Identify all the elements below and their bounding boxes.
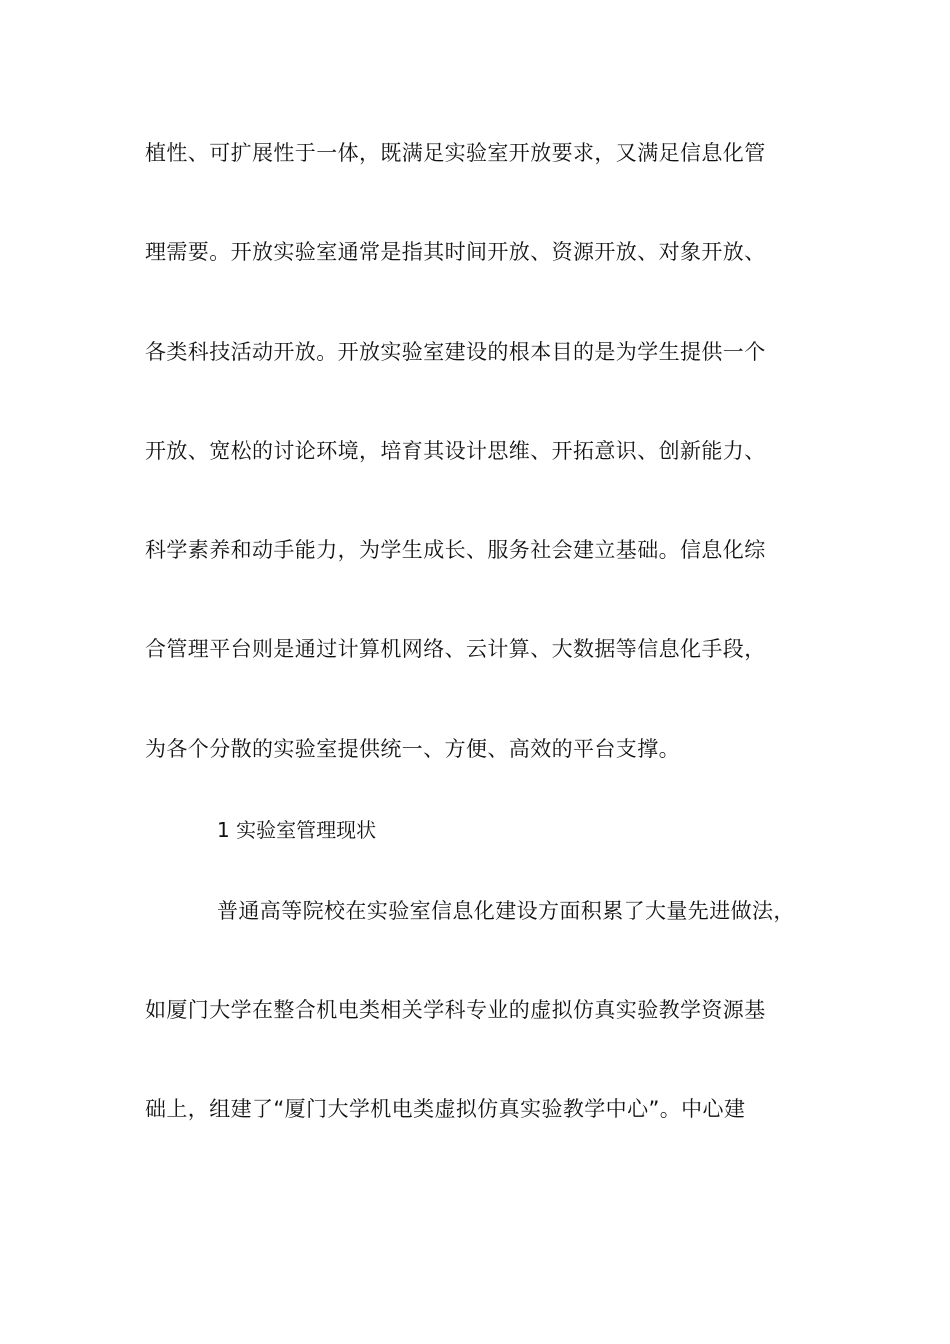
text-line: 如厦门大学在整合机电类相关学科专业的虚拟仿真实验教学资源基 xyxy=(145,998,766,1022)
text-line: 础上，组建了“厦门大学机电类虚拟仿真实验教学中心”。中心建 xyxy=(145,1097,746,1121)
text-line: 植性、可扩展性于一体，既满足实验室开放要求，又满足信息化管 xyxy=(145,141,766,165)
section-heading: 1 实验室管理现状 xyxy=(217,818,377,842)
paragraph-first-line: 普通高等院校在实验室信息化建设方面积累了大量先进做法， xyxy=(217,899,795,923)
text-line: 科学素养和动手能力，为学生成长、服务社会建立基础。信息化综 xyxy=(145,538,766,562)
text-line: 合管理平台则是通过计算机网络、云计算、大数据等信息化手段， xyxy=(145,637,766,661)
text-line: 理需要。开放实验室通常是指其时间开放、资源开放、对象开放、 xyxy=(145,240,766,264)
text-line: 开放、宽松的讨论环境，培育其设计思维、开拓意识、创新能力、 xyxy=(145,439,766,463)
text-line: 为各个分散的实验室提供统一、方便、高效的平台支撑。 xyxy=(145,737,680,761)
text-line: 各类科技活动开放。开放实验室建设的根本目的是为学生提供一个 xyxy=(145,340,766,364)
